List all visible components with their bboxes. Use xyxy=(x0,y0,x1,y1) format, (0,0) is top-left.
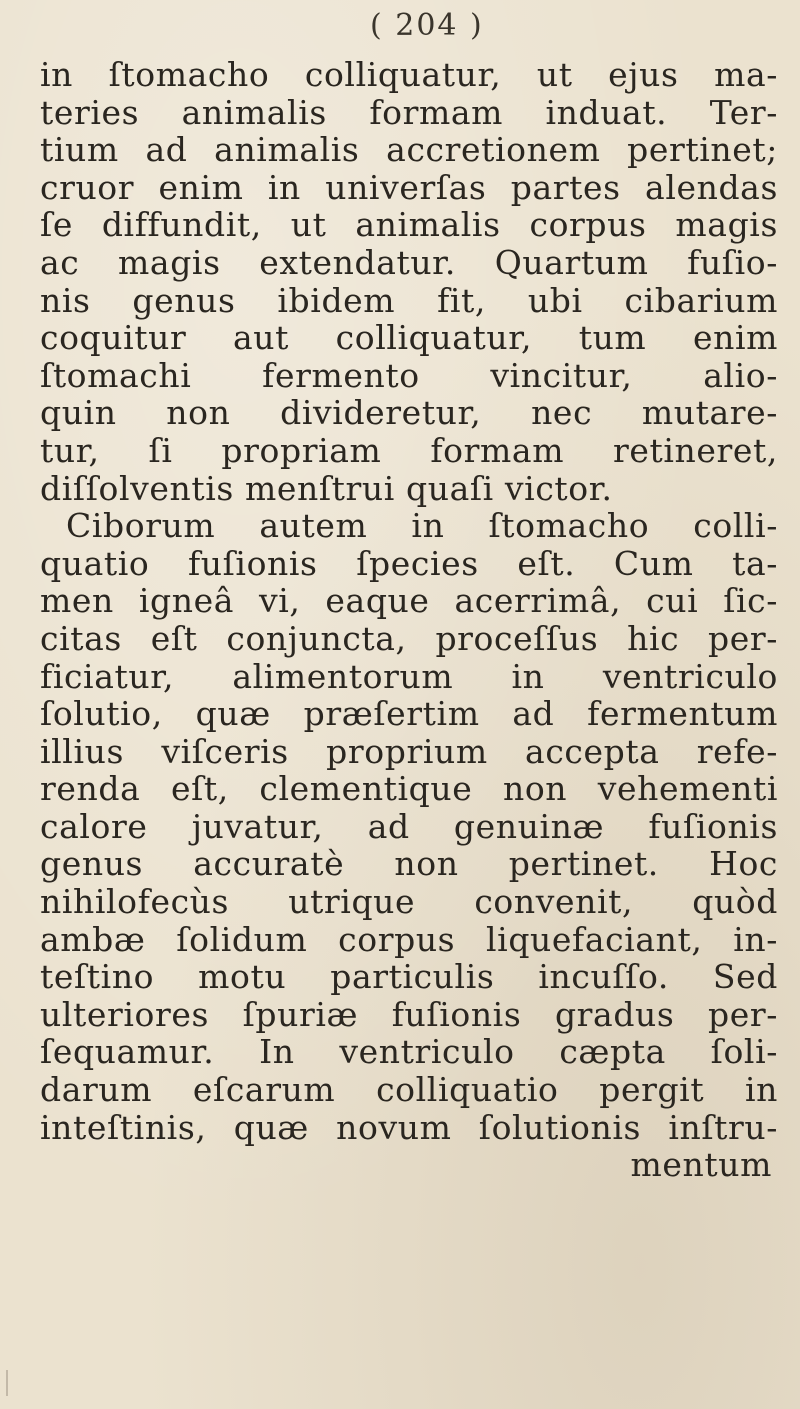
catchword: mentum xyxy=(630,1145,772,1185)
text-line: in ſtomacho colliquatur, ut ejus ma- xyxy=(40,55,778,94)
text-line: ficiatur, alimentorum in ventriculo xyxy=(40,656,778,696)
text-line: nihilofecùs utrique convenit, quòd xyxy=(40,882,778,922)
text-line: illius viſceris proprium accepta refe- xyxy=(40,731,778,771)
text-line: ſtomachi fermento vincitur, alio- xyxy=(40,355,778,395)
text-line: teſtino motu particulis incuſſo. Sed xyxy=(40,957,778,997)
text-line: quatio fuſionis ſpecies eſt. Cum ta- xyxy=(40,543,778,583)
text-line: inteſtinis, quæ novum ſolutionis inſtru- xyxy=(40,1107,778,1147)
text-line: ambæ ſolidum corpus liquefaciant, in- xyxy=(40,919,778,959)
text-line: ſe diffundit, ut animalis corpus magis xyxy=(40,205,778,245)
page-edge-mark xyxy=(6,1370,8,1396)
page-number: ( 204 ) xyxy=(370,8,484,43)
text-line: cruor enim in univerſas partes alendas xyxy=(40,167,778,207)
text-line: coquitur aut colliquatur, tum enim xyxy=(40,318,778,358)
text-line: ulteriores ſpuriæ fuſionis gradus per- xyxy=(40,994,778,1034)
text-line: diſſolventis menſtrui quaſi victor. xyxy=(40,468,613,508)
text-line: quin non divideretur, nec mutare- xyxy=(40,393,778,433)
body-text xyxy=(40,56,778,1184)
text-line: ac magis extendatur. Quartum fuſio- xyxy=(40,242,778,282)
paragraph-start-line: Ciborum autem in ſtomacho colli- xyxy=(66,506,778,546)
text-line: tium ad animalis accretionem pertinet; xyxy=(40,130,778,170)
text-line: darum eſcarum colliquatio pergit in xyxy=(40,1070,778,1110)
text-line: calore juvatur, ad genuinæ fuſionis xyxy=(40,806,778,846)
text-line: teries animalis formam induat. Ter- xyxy=(40,92,778,132)
text-line: ſolutio, quæ præſertim ad fermentum xyxy=(40,694,778,734)
text-line: men igneâ vi, eaque acerrimâ, cui ſic- xyxy=(40,581,778,621)
text-line: tur, ſi propriam formam retineret, xyxy=(40,430,778,470)
text-line: genus accuratè non pertinet. Hoc xyxy=(40,844,778,884)
text-line: nis genus ibidem fit, ubi cibarium xyxy=(40,280,778,320)
text-line: citas eſt conjuncta, proceſſus hic per- xyxy=(40,618,778,658)
text-line: ſequamur. In ventriculo cæpta ſoli- xyxy=(40,1032,778,1072)
text-line: renda eſt, clementique non vehementi xyxy=(40,769,778,809)
